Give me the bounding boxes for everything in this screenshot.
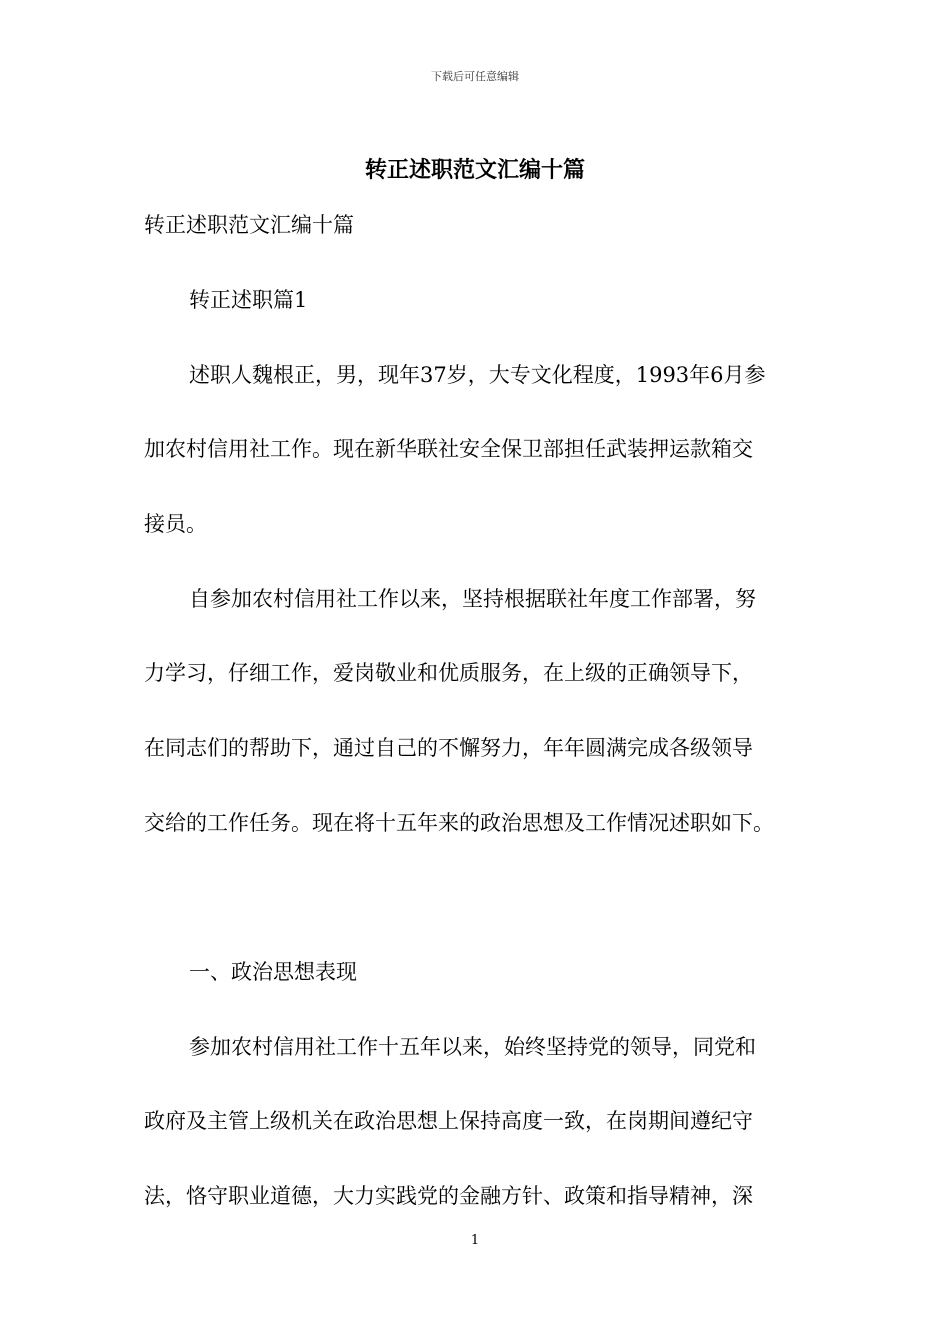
document-subtitle: 转正述职范文汇编十篇 — [144, 213, 354, 237]
sub-heading: 一、政治思想表现 — [189, 960, 357, 984]
paragraph-line: 接员。 — [144, 512, 207, 536]
document-title: 转正述职范文汇编十篇 — [364, 157, 585, 183]
paragraph-line: 加农村信用社工作。现在新华联社安全保卫部担任武装押运款箱交 — [144, 437, 753, 461]
paragraph-line: 力学习，仔细工作，爱岗敬业和优质服务，在上级的正确领导下， — [144, 661, 753, 685]
section-heading: 转正述职篇1 — [189, 288, 308, 312]
page-number: 1 — [470, 1233, 480, 1248]
paragraph-line: 在同志们的帮助下，通过自己的不懈努力，年年圆满完成各级领导 — [144, 736, 753, 760]
paragraph-line: 自参加农村信用社工作以来，坚持根据联社年度工作部署，努 — [189, 587, 756, 611]
paragraph-line: 述职人魏根正，男，现年37岁，大专文化程度，1993年6月参 — [189, 363, 766, 387]
paragraph-line: 法，恪守职业道德，大力实践党的金融方针、政策和指导精神，深 — [144, 1184, 753, 1208]
paragraph-line: 政府及主管上级机关在政治思想上保持高度一致，在岗期间遵纪守 — [144, 1109, 753, 1133]
paragraph-line: 交给的工作任务。现在将十五年来的政治思想及工作情况述职如下。 — [144, 811, 774, 835]
page-header-note: 下载后可任意编辑 — [431, 70, 519, 83]
paragraph-line: 参加农村信用社工作十五年以来，始终坚持党的领导，同党和 — [189, 1035, 756, 1059]
